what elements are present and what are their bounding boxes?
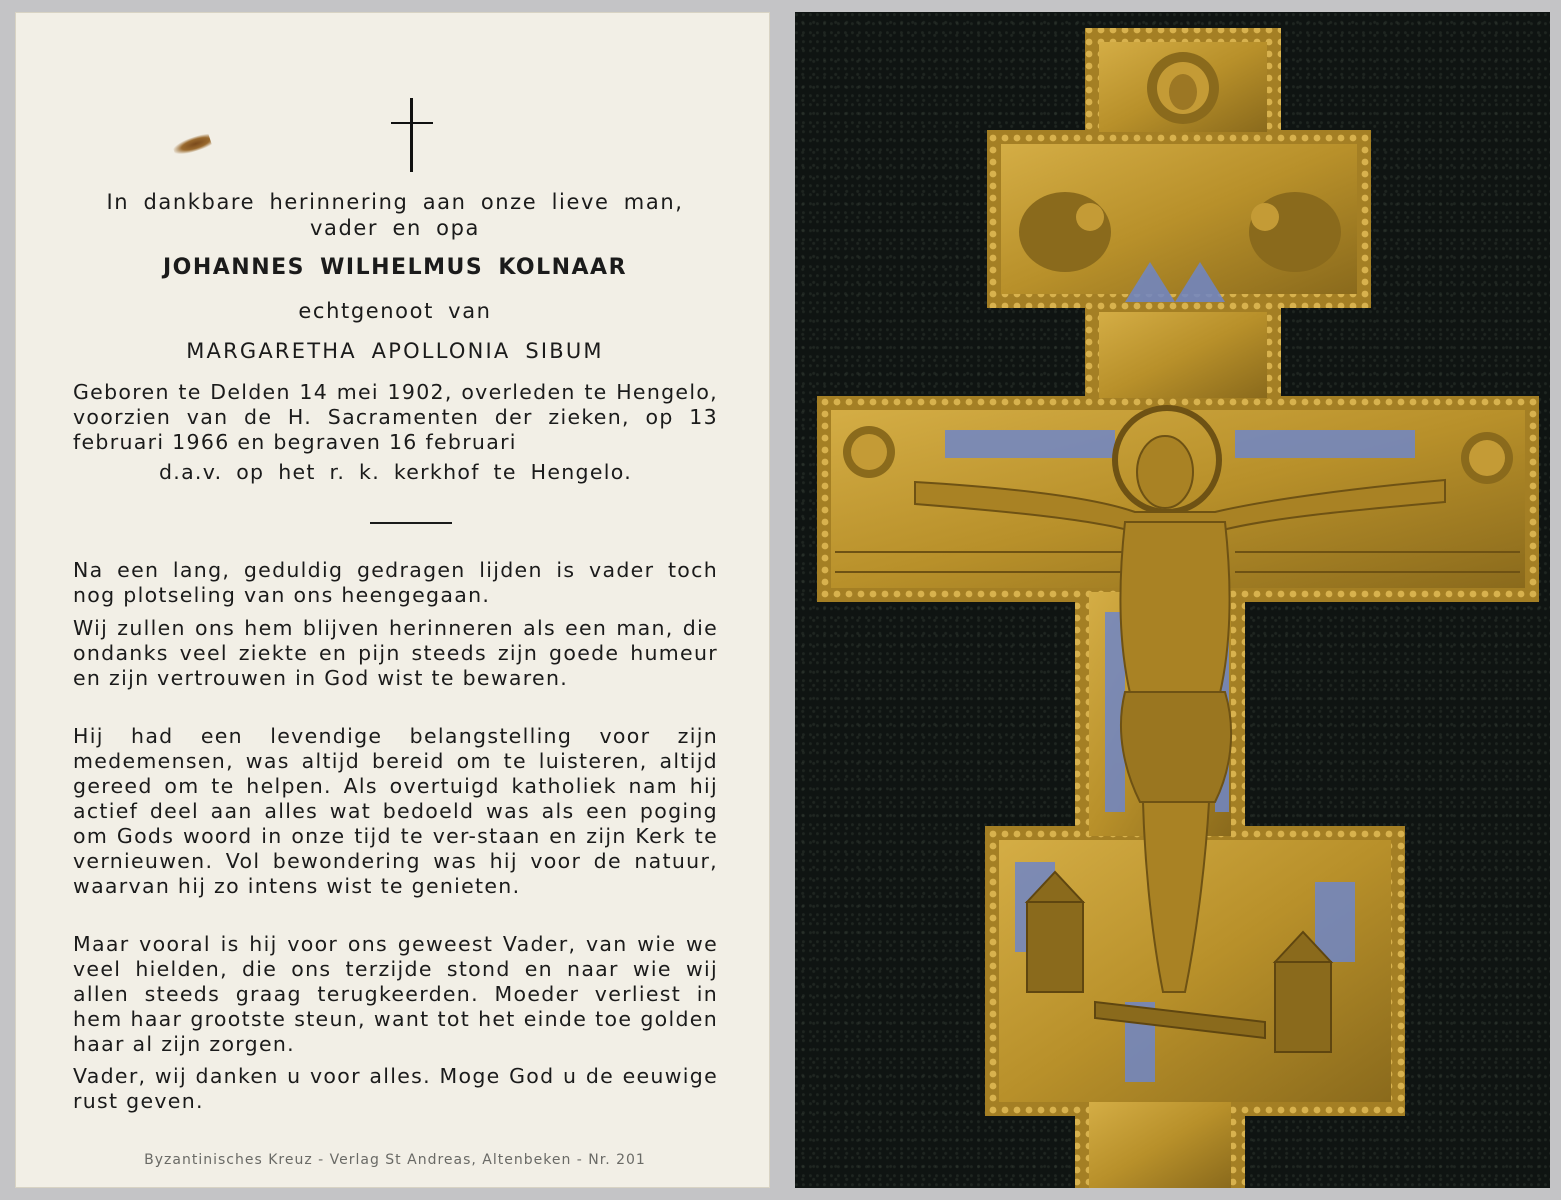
face-medallion — [1147, 52, 1219, 124]
intro-text: In dankbare herinnering aan onze lieve man, vader en opa — [106, 190, 684, 240]
separator-line — [370, 522, 452, 524]
paragraph-text: Maar vooral is hij voor ons geweest Vader, van wie we veel hielden, die ons terzijde stond en naar wie wij allen steeds graag terugkeerden. Moeder verliest in hem haar grootste steun, want tot het einde toe golden haar al zijn zorgen. — [73, 932, 718, 1056]
cross-icon — [391, 98, 433, 172]
deceased-name: JOHANNES WILHELMUS KOLNAAR — [162, 255, 628, 280]
paragraph-text: Hij had een levendige belangstelling voor zijn medemensen, was altijd bereid om te luisteren, altijd gereed om te helpen. Als overtuigd katholiek nam hij actief deel aan alles wat bedoeld was als een poging om Gods woord in onze tijd te ver-staan en zijn Kerk te vernieuwen. Vol bewondering was hij voor de natuur, waarvan hij zo intens wist te genieten. — [73, 724, 718, 898]
paragraph — [73, 724, 718, 899]
byzantine-crucifix-image — [795, 12, 1550, 1188]
stain-mark — [172, 132, 212, 157]
paragraph — [73, 932, 718, 1057]
paragraph-text: Wij zullen ons hem blijven herinneren als een man, die ondanks veel ziekte en pijn steeds zijn goede humeur en zijn vertrouwen in God wist te bewaren. — [73, 616, 718, 690]
publisher-footer: Byzantinisches Kreuz - Verlag St Andreas, Altenbeken - Nr. 201 — [144, 1152, 646, 1168]
memorial-card-image-side — [795, 12, 1550, 1188]
spouse-label: echtgenoot van — [298, 299, 492, 323]
biography-text: Geboren te Delden 14 mei 1902, overleden te Hengelo, voorzien van de H. Sacramenten der zieken, op 13 februari 1966 en begraven 16 februari — [73, 380, 718, 454]
memorial-card-text-side — [15, 12, 770, 1188]
biography-last-line: d.a.v. op het r. k. kerkhof te Hengelo. — [158, 460, 633, 484]
paragraph — [73, 1064, 718, 1114]
paragraph-text: Vader, wij danken u voor alles. Moge God u de eeuwige rust geven. — [73, 1064, 718, 1113]
paragraph — [73, 616, 718, 691]
paragraph-text: Na een lang, geduldig gedragen lijden is vader toch nog plotseling van ons heengegaan. — [73, 558, 718, 607]
paragraph — [73, 558, 718, 608]
spouse-name: MARGARETHA APOLLONIA SIBUM — [186, 339, 604, 363]
